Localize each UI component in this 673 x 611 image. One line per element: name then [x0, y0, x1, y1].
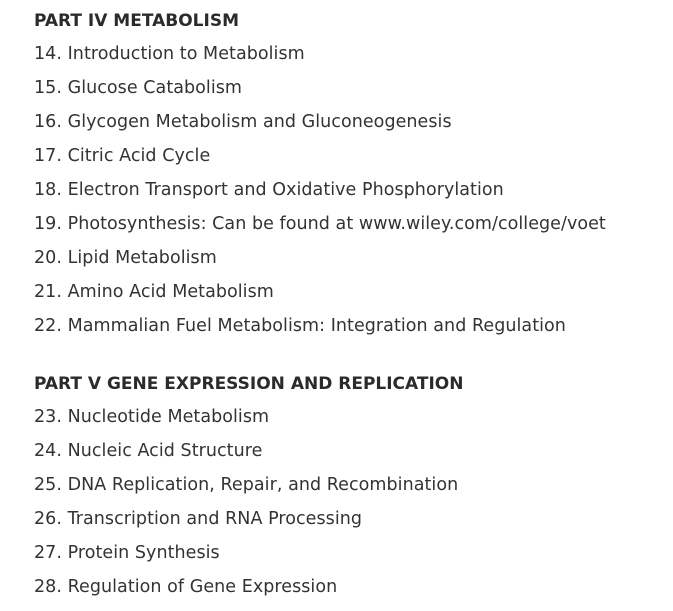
chapter-item: 20. Lipid Metabolism: [34, 248, 217, 268]
chapter-item: 18. Electron Transport and Oxidative Phosphorylation: [34, 180, 504, 200]
chapter-item: 16. Glycogen Metabolism and Gluconeogenesis: [34, 112, 452, 132]
chapter-item: 15. Glucose Catabolism: [34, 78, 243, 98]
chapter-item: 19. Photosynthesis: Can be found at www.wiley.com/college/voet: [34, 214, 606, 234]
part-section-v: [34, 368, 673, 604]
chapter-item: 23. Nucleotide Metabolism: [34, 407, 270, 427]
chapter-item: 22. Mammalian Fuel Metabolism: Integration and Regulation: [34, 316, 566, 336]
chapter-list: [34, 37, 673, 343]
chapter-list: [34, 400, 673, 604]
chapter-item: 27. Protein Synthesis: [34, 543, 220, 563]
chapter-item: 17. Citric Acid Cycle: [34, 146, 211, 166]
part-title: PART IV METABOLISM: [34, 11, 239, 31]
chapter-item: 28. Regulation of Gene Expression: [34, 577, 338, 597]
chapter-item: 21. Amino Acid Metabolism: [34, 282, 274, 302]
part-title: PART V GENE EXPRESSION AND REPLICATION: [34, 374, 464, 394]
table-of-contents: [34, 5, 673, 604]
chapter-item: 26. Transcription and RNA Processing: [34, 509, 363, 529]
chapter-item: 24. Nucleic Acid Structure: [34, 441, 263, 461]
chapter-item: 25. DNA Replication, Repair, and Recombination: [34, 475, 459, 495]
chapter-item: 14. Introduction to Metabolism: [34, 44, 305, 64]
section-spacer: [34, 343, 673, 368]
part-section-iv: [34, 5, 673, 343]
